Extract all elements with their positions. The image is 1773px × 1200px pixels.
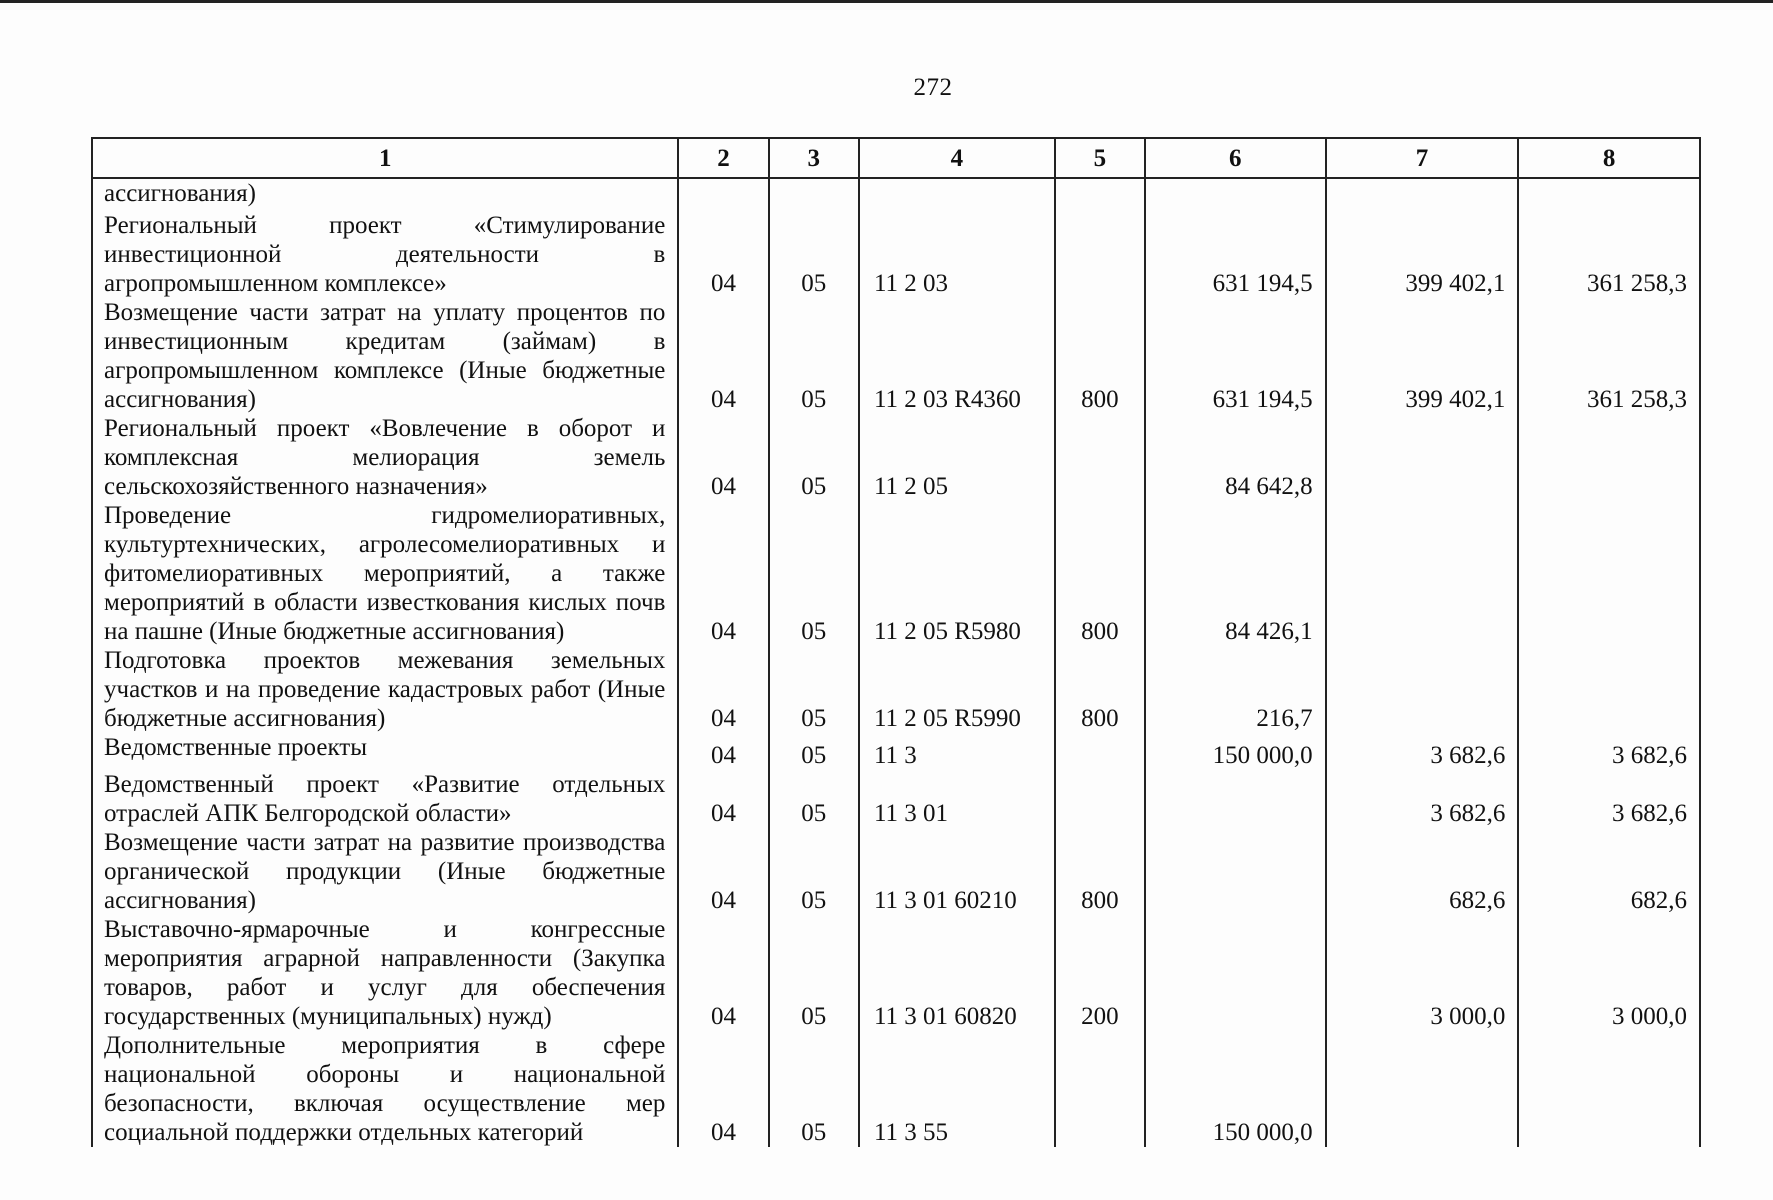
cell-amount-7: 3 682,6 bbox=[1326, 733, 1519, 770]
cell-amount-7: 3 682,6 bbox=[1326, 770, 1519, 828]
cell-subsection: 05 bbox=[769, 211, 859, 298]
cell-amount-6: 84 426,1 bbox=[1145, 501, 1326, 646]
cell-section: 04 bbox=[678, 646, 768, 733]
cell-amount-7 bbox=[1326, 178, 1519, 211]
cell-expense-type: 800 bbox=[1055, 828, 1145, 915]
cell-subsection bbox=[769, 178, 859, 211]
table-row bbox=[92, 770, 1700, 828]
row-name: Региональный проект «Стимулирование инвестиционной деятельности в агропромышленном комплексе» bbox=[92, 211, 678, 298]
table-row bbox=[92, 414, 1700, 501]
cell-target-code bbox=[859, 178, 1055, 211]
table-row bbox=[92, 915, 1700, 1031]
table-row bbox=[92, 1031, 1700, 1147]
cell-subsection: 05 bbox=[769, 915, 859, 1031]
row-name: Ведомственные проекты bbox=[92, 733, 678, 770]
cell-expense-type: 200 bbox=[1055, 915, 1145, 1031]
row-name: ассигнования) bbox=[92, 178, 678, 211]
cell-section bbox=[678, 178, 768, 211]
row-name: Региональный проект «Вовлечение в оборот и комплексная мелиорация земель сельскохозяйственного назначения» bbox=[92, 414, 678, 501]
cell-section: 04 bbox=[678, 770, 768, 828]
cell-section: 04 bbox=[678, 211, 768, 298]
cell-amount-6: 84 642,8 bbox=[1145, 414, 1326, 501]
cell-section: 04 bbox=[678, 298, 768, 414]
cell-amount-8 bbox=[1518, 178, 1700, 211]
table-row bbox=[92, 211, 1700, 298]
cell-amount-8: 682,6 bbox=[1518, 828, 1700, 915]
cell-amount-6: 631 194,5 bbox=[1145, 211, 1326, 298]
column-header-5: 5 bbox=[1055, 138, 1145, 178]
cell-target-code: 11 3 bbox=[859, 733, 1055, 770]
cell-amount-7 bbox=[1326, 414, 1519, 501]
column-header-1: 1 bbox=[92, 138, 678, 178]
cell-section: 04 bbox=[678, 733, 768, 770]
cell-subsection: 05 bbox=[769, 1031, 859, 1147]
table-row bbox=[92, 828, 1700, 915]
cell-expense-type bbox=[1055, 178, 1145, 211]
cell-target-code: 11 2 05 R5990 bbox=[859, 646, 1055, 733]
cell-target-code: 11 2 05 bbox=[859, 414, 1055, 501]
table-row bbox=[92, 646, 1700, 733]
row-name: Ведомственный проект «Развитие отдельных отраслей АПК Белгородской области» bbox=[92, 770, 678, 828]
cell-target-code: 11 2 03 R4360 bbox=[859, 298, 1055, 414]
table-row bbox=[92, 501, 1700, 646]
cell-amount-6: 631 194,5 bbox=[1145, 298, 1326, 414]
cell-amount-8: 3 682,6 bbox=[1518, 733, 1700, 770]
cell-section: 04 bbox=[678, 828, 768, 915]
cell-amount-7 bbox=[1326, 501, 1519, 646]
top-border-line bbox=[0, 0, 1773, 3]
cell-target-code: 11 3 01 60210 bbox=[859, 828, 1055, 915]
cell-subsection: 05 bbox=[769, 646, 859, 733]
cell-amount-6: 150 000,0 bbox=[1145, 733, 1326, 770]
cell-subsection: 05 bbox=[769, 298, 859, 414]
cell-subsection: 05 bbox=[769, 501, 859, 646]
column-header-7: 7 bbox=[1326, 138, 1519, 178]
column-header-6: 6 bbox=[1145, 138, 1326, 178]
cell-amount-6 bbox=[1145, 828, 1326, 915]
cell-amount-7: 3 000,0 bbox=[1326, 915, 1519, 1031]
cell-expense-type: 800 bbox=[1055, 501, 1145, 646]
row-name: Возмещение части затрат на развитие производства органической продукции (Иные бюджетные ассигнования) bbox=[92, 828, 678, 915]
cell-expense-type bbox=[1055, 1031, 1145, 1147]
cell-section: 04 bbox=[678, 1031, 768, 1147]
cell-amount-8 bbox=[1518, 1031, 1700, 1147]
cell-expense-type bbox=[1055, 770, 1145, 828]
column-header-2: 2 bbox=[678, 138, 768, 178]
budget-table bbox=[91, 137, 1701, 1147]
column-header-8: 8 bbox=[1518, 138, 1700, 178]
cell-target-code: 11 3 01 60820 bbox=[859, 915, 1055, 1031]
row-name: Дополнительные мероприятия в сфере национальной обороны и национальной безопасности, включая осуществление мер социальной поддержки отдельных категорий bbox=[92, 1031, 678, 1147]
table-row bbox=[92, 178, 1700, 211]
column-header-3: 3 bbox=[769, 138, 859, 178]
cell-amount-8: 3 000,0 bbox=[1518, 915, 1700, 1031]
cell-subsection: 05 bbox=[769, 733, 859, 770]
cell-expense-type bbox=[1055, 211, 1145, 298]
table-row bbox=[92, 298, 1700, 414]
cell-amount-8: 361 258,3 bbox=[1518, 298, 1700, 414]
cell-section: 04 bbox=[678, 915, 768, 1031]
row-name: Подготовка проектов межевания земельных участков и на проведение кадастровых работ (Иные бюджетные ассигнования) bbox=[92, 646, 678, 733]
cell-amount-7: 399 402,1 bbox=[1326, 211, 1519, 298]
cell-amount-8 bbox=[1518, 414, 1700, 501]
cell-section: 04 bbox=[678, 501, 768, 646]
cell-amount-6 bbox=[1145, 915, 1326, 1031]
row-name: Выставочно-ярмарочные и конгрессные мероприятия аграрной направленности (Закупка товаров, работ и услуг для обеспечения государственных (муниципальных) нужд) bbox=[92, 915, 678, 1031]
cell-target-code: 11 2 03 bbox=[859, 211, 1055, 298]
cell-target-code: 11 2 05 R5980 bbox=[859, 501, 1055, 646]
column-header-4: 4 bbox=[859, 138, 1055, 178]
cell-amount-7: 399 402,1 bbox=[1326, 298, 1519, 414]
cell-expense-type bbox=[1055, 733, 1145, 770]
cell-amount-6: 150 000,0 bbox=[1145, 1031, 1326, 1147]
cell-section: 04 bbox=[678, 414, 768, 501]
cell-amount-7 bbox=[1326, 646, 1519, 733]
cell-expense-type: 800 bbox=[1055, 646, 1145, 733]
cell-subsection: 05 bbox=[769, 828, 859, 915]
table-row bbox=[92, 733, 1700, 770]
cell-amount-6 bbox=[1145, 770, 1326, 828]
cell-amount-8 bbox=[1518, 646, 1700, 733]
page-number: 272 bbox=[913, 74, 953, 101]
cell-target-code: 11 3 55 bbox=[859, 1031, 1055, 1147]
cell-amount-8: 361 258,3 bbox=[1518, 211, 1700, 298]
cell-amount-7: 682,6 bbox=[1326, 828, 1519, 915]
cell-expense-type: 800 bbox=[1055, 298, 1145, 414]
cell-amount-8 bbox=[1518, 501, 1700, 646]
row-name: Проведение гидромелиоративных, культуртехнических, агролесомелиоративных и фитомелиоративных мероприятий, а также мероприятий в области известкования кислых почв на пашне (Иные бюджетные ассигнования) bbox=[92, 501, 678, 646]
row-name: Возмещение части затрат на уплату процентов по инвестиционным кредитам (займам) в агропромышленном комплексе (Иные бюджетные ассигнования) bbox=[92, 298, 678, 414]
cell-subsection: 05 bbox=[769, 770, 859, 828]
cell-subsection: 05 bbox=[769, 414, 859, 501]
cell-target-code: 11 3 01 bbox=[859, 770, 1055, 828]
cell-expense-type bbox=[1055, 414, 1145, 501]
cell-amount-7 bbox=[1326, 1031, 1519, 1147]
cell-amount-6 bbox=[1145, 178, 1326, 211]
cell-amount-6: 216,7 bbox=[1145, 646, 1326, 733]
cell-amount-8: 3 682,6 bbox=[1518, 770, 1700, 828]
table-header-row bbox=[92, 138, 1700, 178]
